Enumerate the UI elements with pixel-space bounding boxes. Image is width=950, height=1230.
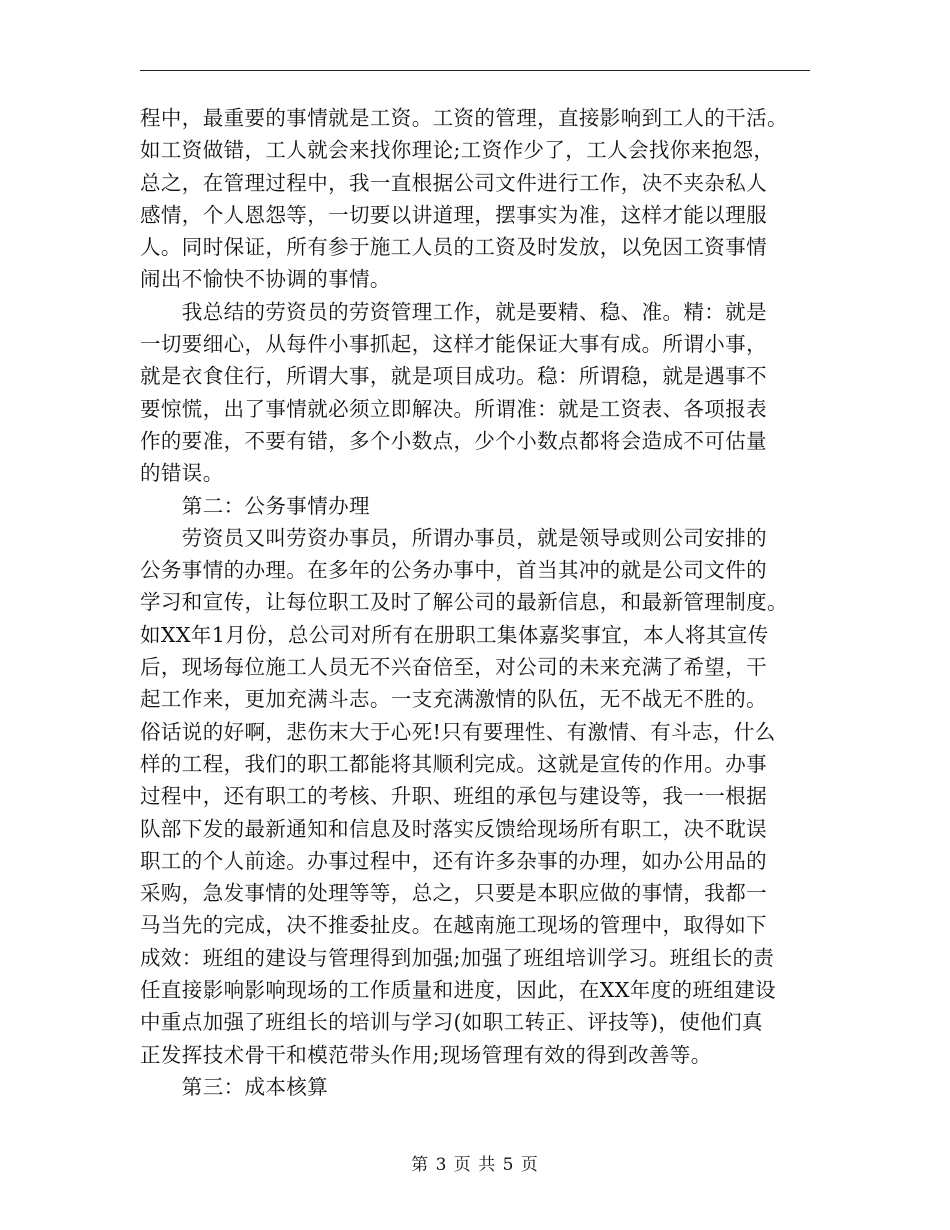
text-line: 如XX年1月份，总公司对所有在册职工集体嘉奖事宜，本人将其宣传 — [140, 622, 769, 647]
text-line: 就是衣食住行，所谓大事，就是项目成功。稳：所谓稳，就是遇事不 — [140, 364, 767, 389]
text-line: 总之，在管理过程中，我一直根据公司文件进行工作，决不夹杂私人 — [140, 170, 767, 195]
text-line: 人。同时保证，所有参于施工人员的工资及时发放，以免因工资事情 — [140, 235, 767, 260]
text-line: 一切要细心，从每件小事抓起，这样才能保证大事有成。所谓小事， — [140, 332, 767, 357]
section-heading: 第二：公务事情办理 — [140, 493, 370, 518]
section-heading: 第三：成本核算 — [140, 1074, 329, 1099]
page-number-footer: 第 3 页 共 5 页 — [411, 1155, 539, 1175]
text-line: 成效：班组的建设与管理得到加强;加强了班组培训学习。班组长的责 — [140, 945, 775, 970]
text-line: 公务事情的办理。在多年的公务办事中，首当其冲的就是公司文件的 — [140, 558, 767, 583]
text-line: 样的工程，我们的职工都能将其顺利完成。这就是宣传的作用。办事 — [140, 751, 767, 776]
text-line: 任直接影响影响现场的工作质量和进度，因此，在XX年度的班组建设 — [140, 978, 777, 1003]
text-line: 如工资做错，工人就会来找你理论;工资作少了，工人会找你来抱怨， — [140, 138, 775, 163]
text-line: 正发挥技术骨干和模范带头作用;现场管理有效的得到改善等。 — [140, 1042, 712, 1067]
text-line: 职工的个人前途。办事过程中，还有许多杂事的办理，如办公用品的 — [140, 848, 767, 873]
header-divider — [140, 70, 810, 71]
text-line: 劳资员又叫劳资办事员，所谓办事员，就是领导或则公司安排的 — [140, 525, 767, 550]
text-line: 的错误。 — [140, 461, 224, 486]
text-line: 作的要准，不要有错，多个小数点，少个小数点都将会造成不可估量 — [140, 428, 767, 453]
text-line: 感情，个人恩怨等，一切要以讲道理，摆事实为准，这样才能以理服 — [140, 202, 767, 227]
text-line: 后，现场每位施工人员无不兴奋倍至，对公司的未来充满了希望，干 — [140, 655, 767, 680]
text-line: 采购，急发事情的处理等等，总之，只要是本职应做的事情，我都一 — [140, 881, 767, 906]
text-line: 马当先的完成，决不推委扯皮。在越南施工现场的管理中，取得如下 — [140, 913, 767, 938]
text-line: 学习和宣传，让每位职工及时了解公司的最新信息，和最新管理制度。 — [140, 590, 788, 615]
text-line: 闹出不愉快不协调的事情。 — [140, 267, 391, 292]
text-line: 俗话说的好啊，悲伤末大于心死!只有要理性、有激情、有斗志，什么 — [140, 719, 776, 744]
text-line: 队部下发的最新通知和信息及时落实反馈给现场所有职工，决不耽误 — [140, 816, 767, 841]
document-body — [140, 102, 830, 1103]
text-line: 过程中，还有职工的考核、升职、班组的承包与建设等，我一一根据 — [140, 784, 767, 809]
text-line: 我总结的劳资员的劳资管理工作，就是要精、稳、准。精：就是 — [140, 299, 767, 324]
text-line: 程中，最重要的事情就是工资。工资的管理，直接影响到工人的干活。 — [140, 106, 788, 130]
text-line: 起工作来，更加充满斗志。一支充满激情的队伍，无不战无不胜的。 — [140, 687, 767, 712]
text-line: 要惊慌，出了事情就必须立即解决。所谓准：就是工资表、各项报表 — [140, 396, 767, 421]
text-line: 中重点加强了班组长的培训与学习(如职工转正、评技等)，使他们真 — [140, 1010, 763, 1035]
